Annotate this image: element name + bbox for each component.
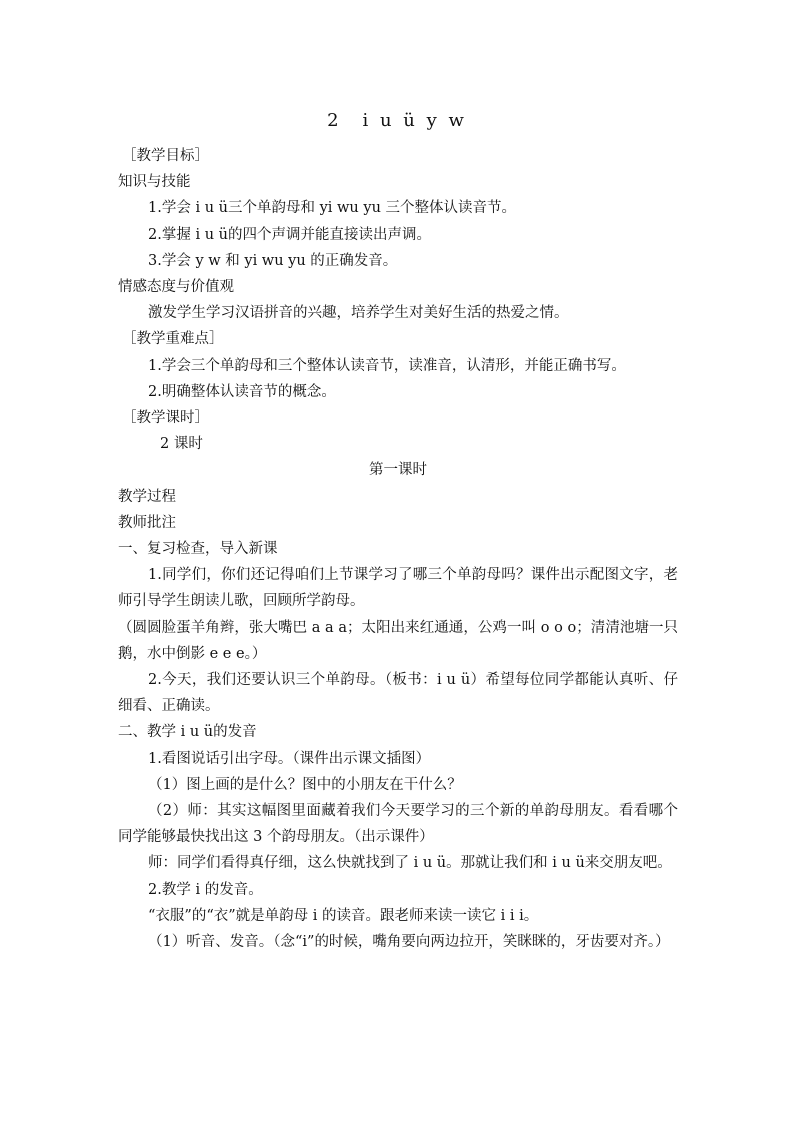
key-point-item: 1.学会三个单韵母和三个整体认读音节，读准音，认清形，并能正确书写。	[148, 357, 626, 374]
document-body	[118, 143, 678, 955]
objectives-header: ［教学目标］	[122, 148, 209, 164]
key-point-item: 2.明确整体认读音节的概念。	[148, 383, 336, 400]
emotion-text: 激发学生学习汉语拼音的兴趣，培养学生对美好生活的热爱之情。	[148, 305, 569, 322]
part2-paragraph: 1.看图说话引出字母。（课件出示课文插图）	[148, 750, 431, 767]
document-title: 2 i u ü y w	[327, 110, 467, 131]
hours-header: ［教学课时］	[122, 410, 209, 427]
part2-paragraph: “衣服”的“衣”就是单韵母 i 的读音。跟老师来读一读它 i i i。	[148, 907, 539, 924]
part1-paragraph: （圆圆脸蛋羊角辫，张大嘴巴 a a a；太阳出来红通通，公鸡一叫 o o o；清清池塘一只鹅，水中倒影 e e e。）	[118, 619, 678, 662]
knowledge-item: 3.学会 y w 和 yi wu yu 的正确发音。	[148, 252, 398, 269]
part1-header: 一、复习检查，导入新课	[118, 541, 278, 558]
part2-paragraph: （2）师：其实这幅图里面藏着我们今天要学习的三个新的单韵母朋友。看看哪个同学能够最快找出这 3 个韵母朋友。（出示课件）	[118, 803, 678, 846]
part2-header: 二、教学 i u ü的发音	[118, 724, 257, 741]
teacher-notes-label: 教师批注	[118, 514, 176, 531]
part1-paragraph: 1.同学们，你们还记得咱们上节课学习了哪三个单韵母吗？课件出示配图文字，老师引导学生朗读儿歌，回顾所学韵母。	[118, 567, 678, 610]
hours-text: 2 课时	[160, 436, 203, 453]
knowledge-item: 2.掌握 i u ü的四个声调并能直接读出声调。	[148, 226, 431, 243]
key-points-header: ［教学重难点］	[122, 331, 224, 348]
part1-paragraph: 2.今天，我们还要认识三个单韵母。（板书：i u ü）希望每位同学都能认真听、仔细看、正确读。	[118, 672, 678, 715]
knowledge-header: 知识与技能	[118, 174, 191, 191]
part2-paragraph: 师：同学们看得真仔细，这么快就找到了 i u ü。那就让我们和 i u ü来交朋友吧。	[148, 855, 672, 872]
part2-paragraph: （1）听音、发音。（念“i”的时候，嘴角要向两边拉开，笑眯眯的，牙齿要对齐。）	[148, 934, 670, 951]
emotion-header: 情感态度与价值观	[118, 279, 234, 296]
lesson-title: 第一课时	[369, 462, 427, 479]
part2-paragraph: （1）图上画的是什么？图中的小朋友在干什么？	[148, 776, 462, 793]
knowledge-item: 1.学会 i u ü三个单韵母和 yi wu yu 三个整体认读音节。	[148, 200, 517, 217]
process-header: 教学过程	[118, 488, 176, 505]
part2-paragraph: 2.教学 i 的发音。	[148, 881, 263, 898]
